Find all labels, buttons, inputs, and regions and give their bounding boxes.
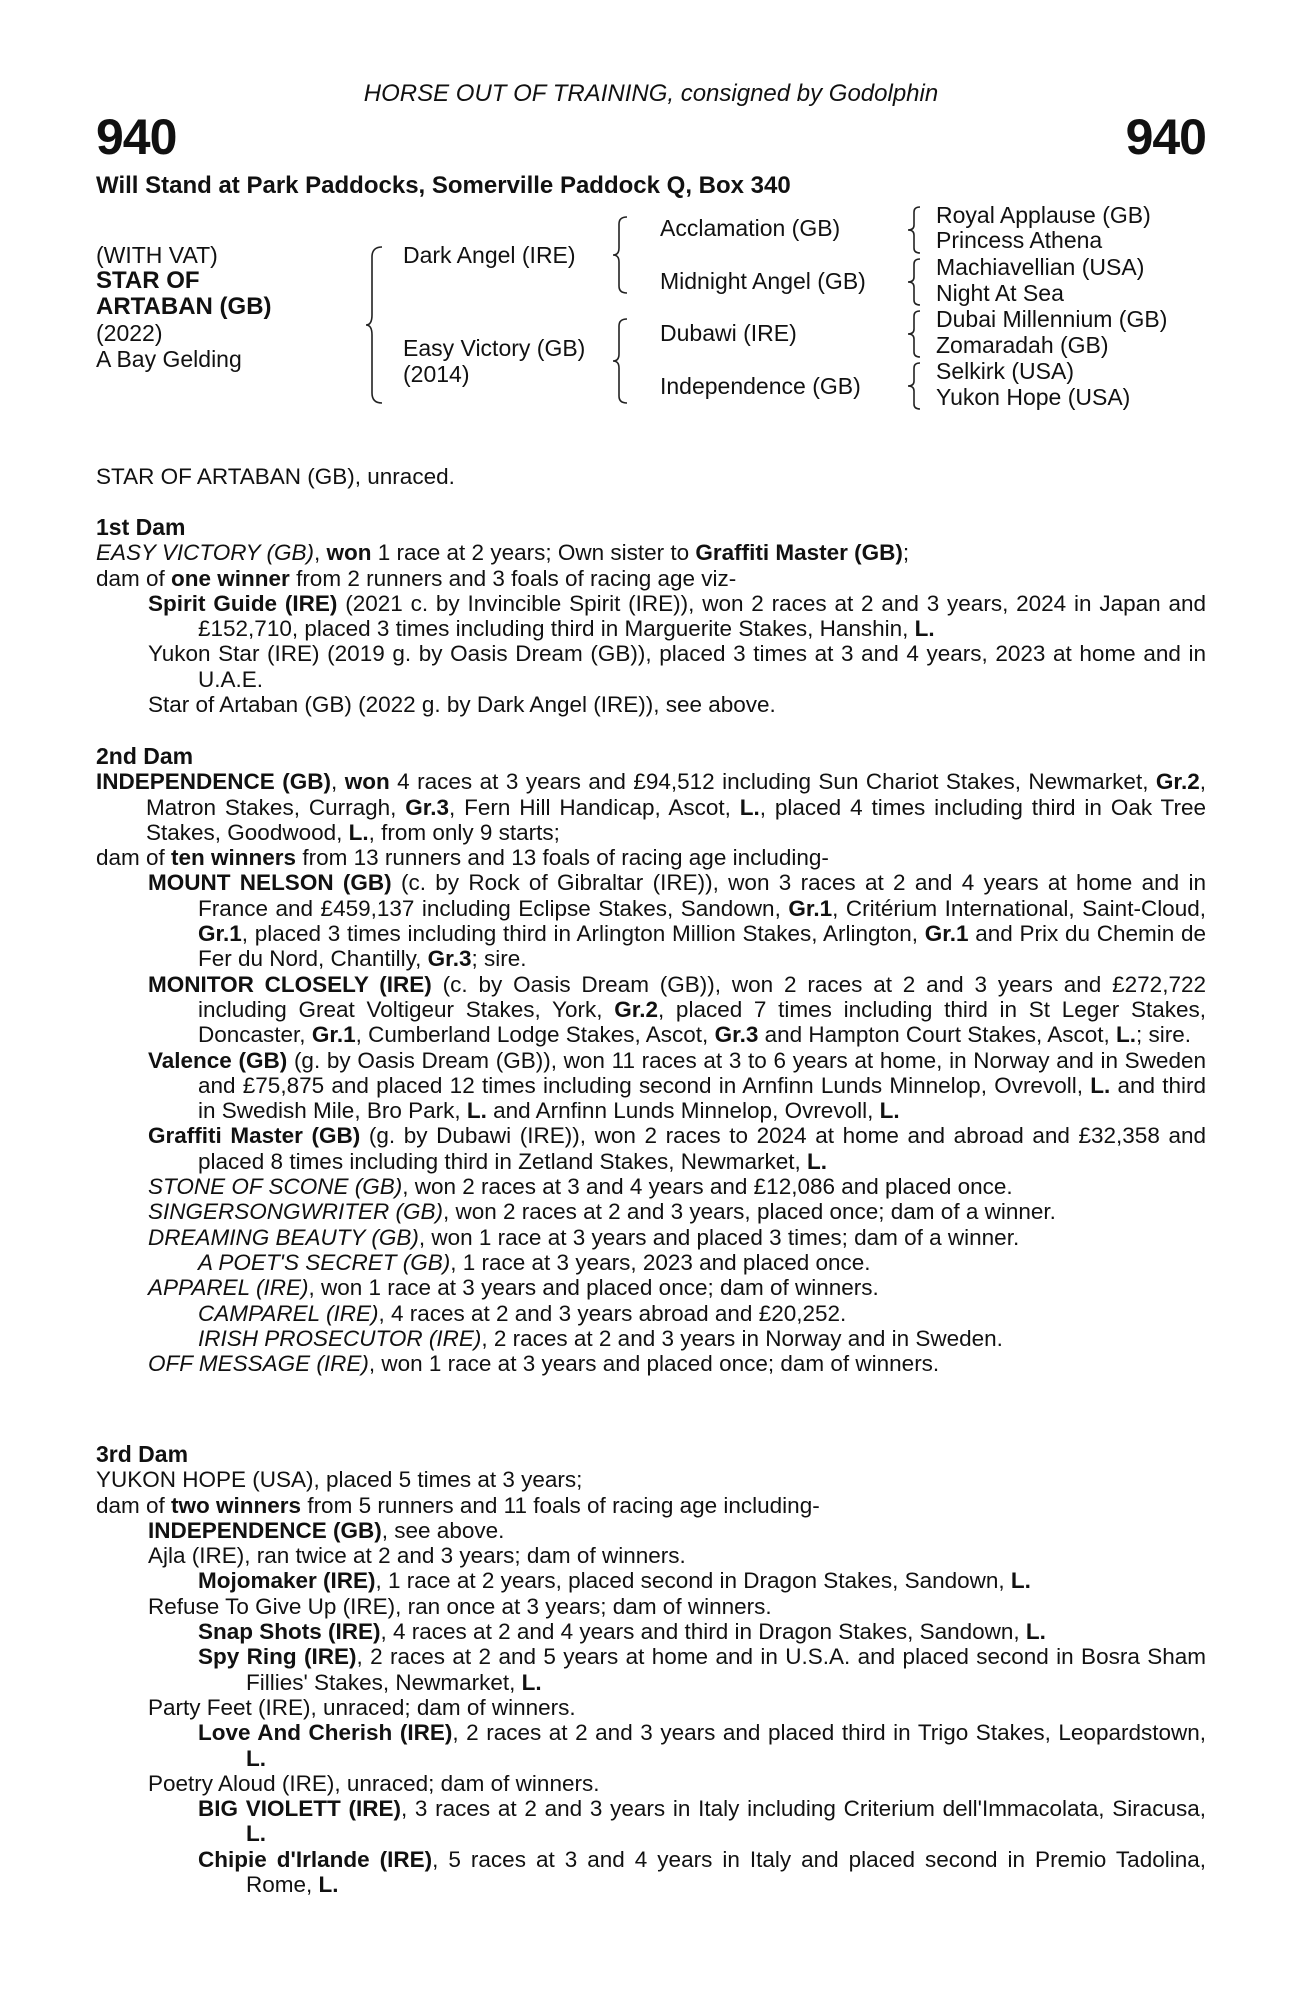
horse-name-line1: STAR OF	[96, 267, 200, 294]
list-item: Refuse To Give Up (IRE), ran once at 3 years; dam of winners.	[148, 1593, 772, 1619]
list-item: OFF MESSAGE (IRE), won 1 race at 3 years and placed once; dam of winners.	[148, 1351, 940, 1377]
list-item: Yukon Star (IRE) (2019 g. by Oasis Dream (GB)), placed 3 times at 3 and 4 years, 2023 at home and in U.A.E.	[148, 641, 1206, 692]
second-dam-section	[96, 744, 1206, 1376]
brace-sd	[906, 257, 924, 307]
list-item: INDEPENDENCE (GB), see above.	[148, 1517, 505, 1543]
sire-sire-dam: Princess Athena	[936, 227, 1103, 253]
lot-number-left: 940	[96, 109, 177, 165]
pedigree-table	[96, 202, 1206, 420]
brace-ss	[906, 205, 924, 255]
sire-dam-sire: Machiavellian (USA)	[936, 254, 1145, 280]
list-item: Graffiti Master (GB) (g. by Dubawi (IRE)), won 2 races to 2024 at home and abroad and £32,358 and placed 8 times including third in Zetland Stakes, Newmarket, L.	[148, 1123, 1206, 1174]
sire-sire: Acclamation (GB)	[660, 215, 841, 241]
sire: Dark Angel (IRE)	[403, 242, 576, 268]
list-item: Mojomaker (IRE), 1 race at 2 years, placed second in Dragon Stakes, Sandown, L.	[198, 1568, 1031, 1594]
first-dam-section	[96, 515, 1206, 717]
vat-label: (WITH VAT)	[96, 242, 218, 268]
sire-sire-sire: Royal Applause (GB)	[936, 202, 1151, 228]
sire-dam-dam: Night At Sea	[936, 280, 1064, 306]
list-item: Poetry Aloud (IRE), unraced; dam of winners.	[148, 1770, 600, 1796]
dam-year: (2014)	[403, 361, 470, 387]
list-item: MOUNT NELSON (GB) (c. by Rock of Gibraltar (IRE)), won 3 races at 2 and 4 years at home and in France and £459,137 including Eclipse Stakes, Sandown, Gr.1, Critérium International, Saint-Cloud, Gr.1, placed 3 times including third in Arlington Million Stakes, Arlington, Gr.1 and Prix du Chemin de Fer du Nord, Chantilly, Gr.3; sire.	[148, 870, 1207, 972]
horse-name-line2: ARTABAN (GB)	[96, 293, 272, 320]
section-heading: 1st Dam	[96, 514, 186, 540]
dam-line: YUKON HOPE (USA), placed 5 times at 3 years;	[96, 1467, 583, 1493]
sire-dam: Midnight Angel (GB)	[660, 268, 866, 294]
list-item: BIG VIOLETT (IRE), 3 races at 2 and 3 years in Italy including Criterium dell'Immacolata, Siracusa, L.	[198, 1796, 1206, 1847]
list-item: Star of Artaban (GB) (2022 g. by Dark Angel (IRE)), see above.	[148, 692, 776, 718]
brace-dd	[906, 361, 924, 411]
stand-location: Will Stand at Park Paddocks, Somerville Paddock Q, Box 340	[96, 172, 791, 199]
dam: Easy Victory (GB)	[403, 335, 586, 361]
list-item: IRISH PROSECUTOR (IRE), 2 races at 2 and 3 years in Norway and in Sweden.	[198, 1325, 1003, 1351]
dam-dam: Independence (GB)	[660, 373, 861, 399]
produce-summary: dam of two winners from 5 runners and 11 foals of racing age including-	[96, 1492, 820, 1518]
list-item: Valence (GB) (g. by Oasis Dream (GB)), won 11 races at 3 to 6 years at home, in Norway and in Sweden and £75,875 and placed 12 times including second in Arnfinn Lunds Minnelop, Ovrevoll, L. and third in Swedish Mile, Bro Park, L. and Arnfinn Lunds Minnelop, Ovrevoll, L.	[148, 1047, 1206, 1124]
list-item: Spy Ring (IRE), 2 races at 2 and 5 years at home and in U.S.A. and placed second in Bosra Sham Fillies' Stakes, Newmarket, L.	[198, 1644, 1206, 1695]
brace-sire	[611, 215, 631, 295]
dam-line: INDEPENDENCE (GB), won 4 races at 3 years and £94,512 including Sun Chariot Stakes, Newmarket, Gr.2, Matron Stakes, Curragh, Gr.3, Fern Hill Handicap, Ascot, L., placed 4 times including third in Oak Tree Stakes, Goodwood, L., from only 9 starts;	[96, 769, 1206, 845]
section-heading: 2nd Dam	[96, 743, 194, 769]
list-item: SINGERSONGWRITER (GB), won 2 races at 2 and 3 years, placed once; dam of a winner.	[148, 1199, 1056, 1225]
horse-year: (2022)	[96, 320, 163, 346]
race-summary: STAR OF ARTABAN (GB), unraced.	[96, 464, 455, 489]
list-item: STONE OF SCONE (GB), won 2 races at 3 and 4 years and £12,086 and placed once.	[148, 1174, 1013, 1200]
horse-sex: A Bay Gelding	[96, 346, 242, 372]
dam-sire: Dubawi (IRE)	[660, 320, 797, 346]
lot-number-right: 940	[1125, 109, 1206, 165]
dam-sire-sire: Dubai Millennium (GB)	[936, 306, 1168, 332]
list-item: Chipie d'Irlande (IRE), 5 races at 3 and 4 years in Italy and placed second in Premio Tadolina, Rome, L.	[198, 1846, 1206, 1898]
list-item: MONITOR CLOSELY (IRE) (c. by Oasis Dream (GB)), won 2 races at 2 and 3 years and £272,722 including Great Voltigeur Stakes, York, Gr.2, placed 7 times including third in St Leger Stakes, Doncaster, Gr.1, Cumberland Lodge Stakes, Ascot, Gr.3 and Hampton Court Stakes, Ascot, L.; sire.	[148, 971, 1206, 1048]
brace-dam	[611, 317, 631, 405]
list-item: A POET'S SECRET (GB), 1 race at 3 years, 2023 and placed once.	[198, 1249, 871, 1275]
list-item: Party Feet (IRE), unraced; dam of winners.	[148, 1694, 576, 1720]
dam-dam-dam: Yukon Hope (USA)	[936, 384, 1131, 410]
brace-ds	[906, 309, 924, 359]
dam-line: EASY VICTORY (GB), won 1 race at 2 years; Own sister to Graffiti Master (GB);	[96, 540, 910, 566]
list-item: Ajla (IRE), ran twice at 2 and 3 years; dam of winners.	[148, 1543, 686, 1569]
brace-main	[364, 245, 386, 405]
list-item: Snap Shots (IRE), 4 races at 2 and 4 years and third in Dragon Stakes, Sandown, L.	[198, 1619, 1046, 1645]
section-heading: 3rd Dam	[96, 1441, 189, 1467]
list-item: CAMPAREL (IRE), 4 races at 2 and 3 years abroad and £20,252.	[198, 1300, 847, 1326]
dam-sire-dam: Zomaradah (GB)	[936, 332, 1109, 358]
list-item: DREAMING BEAUTY (GB), won 1 race at 3 years and placed 3 times; dam of a winner.	[148, 1224, 1020, 1250]
produce-summary: dam of one winner from 2 runners and 3 foals of racing age viz-	[96, 565, 737, 591]
consignor-line: HORSE OUT OF TRAINING, consigned by Godolphin	[363, 80, 939, 107]
list-item: APPAREL (IRE), won 1 race at 3 years and placed once; dam of winners.	[148, 1275, 879, 1301]
list-item: Love And Cherish (IRE), 2 races at 2 and 3 years and placed third in Trigo Stakes, Leopardstown, L.	[198, 1720, 1207, 1771]
third-dam-section	[96, 1442, 1206, 1897]
produce-summary: dam of ten winners from 13 runners and 13 foals of racing age including-	[96, 845, 829, 871]
list-item: Spirit Guide (IRE) (2021 c. by Invincible Spirit (IRE)), won 2 races at 2 and 3 years, 2024 in Japan and £152,710, placed 3 times including third in Marguerite Stakes, Hanshin, L.	[148, 590, 1206, 642]
dam-dam-sire: Selkirk (USA)	[936, 358, 1075, 384]
